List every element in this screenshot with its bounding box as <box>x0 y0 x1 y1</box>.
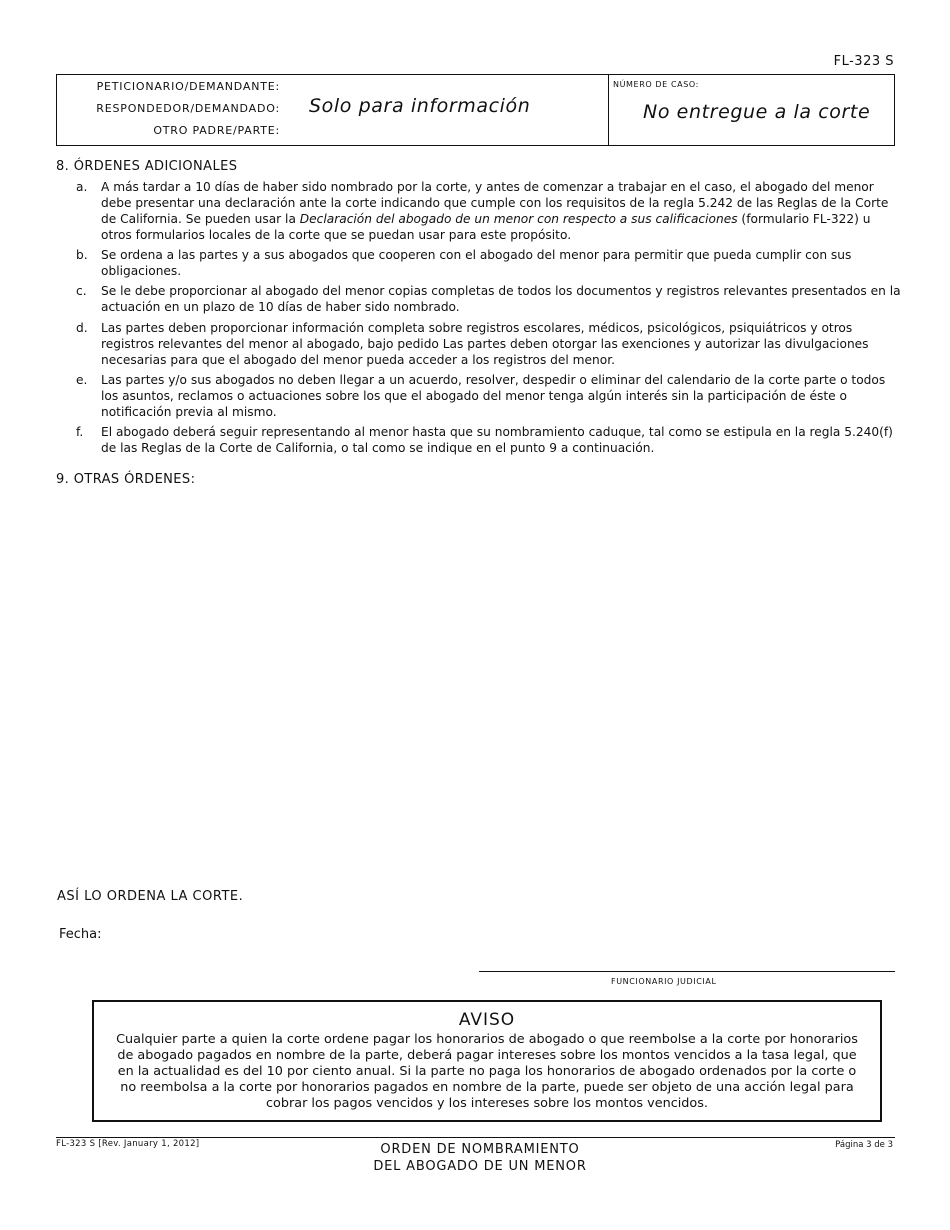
item-letter: c. <box>76 284 87 298</box>
form-title-line-1: ORDEN DE NOMBRAMIENTO <box>380 1142 580 1157</box>
case-caption-box <box>56 74 895 146</box>
case-number-label: NÚMERO DE CASO: <box>613 80 699 89</box>
form-number: FL-323 S <box>833 54 894 69</box>
notice-body: Cualquier parte a quien la corte ordene pagar los honorarios de abogado o que reembolse a la corte por honorarios de abogado pagados en nombre de la parte, deberá pagar intereses sobre los montos vencidos a la tasa legal, que en la actualidad es del 10 por ciento anual. Si la parte no paga los honorarios de abogado ordenados por la corte o no reembolsa a la corte por honorarios pagados en nombre de la parte, puede ser objeto de una acción legal para cobrar los pagos vencidos y los intereses sobre los montos vencidos. <box>116 1032 858 1111</box>
information-only-text: Solo para información <box>309 95 531 117</box>
section-8-title: 8. ÓRDENES ADICIONALES <box>56 159 238 174</box>
item-letter: d. <box>76 321 88 335</box>
item-letter: b. <box>76 248 88 262</box>
notice-title: AVISO <box>458 1010 516 1030</box>
form-reference: Declaración del abogado de un menor con respecto a sus calificaciones <box>299 212 738 226</box>
form-title <box>300 1141 660 1175</box>
judicial-officer-label: FUNCIONARIO JUDICIAL <box>611 977 717 986</box>
page-number: Página 3 de 3 <box>835 1140 893 1150</box>
item-text: El abogado deberá seguir representando al menor hasta que su nombramiento caduque, tal como se estipula en la regla 5.240(f) de las Reglas de la Corte de California, o tal como se indique en el punto 9 a continuación. <box>101 425 893 455</box>
item-text: Las partes deben proporcionar información completa sobre registros escolares, médicos, psicológicos, psiquiátricos y otros registros relevantes del menor al abogado, bajo pedido Las partes deben otorgar las exenciones y autorizar las divulgaciones necesarias para que el abogado del menor pueda acceder a los registros del menor. <box>101 321 869 367</box>
signature-line <box>479 971 895 972</box>
item-letter: e. <box>76 373 88 387</box>
item-text: Se le debe proporcionar al abogado del menor copias completas de todos los documentos y registros relevantes presentados en la actuación en un plazo de 10 días de haber sido nombrado. <box>101 284 901 314</box>
respondent-label: RESPONDEDOR/DEMANDADO: <box>96 102 280 115</box>
section-9-title: 9. OTRAS ÓRDENES: <box>56 472 196 487</box>
form-revision: FL-323 S [Rev. January 1, 2012] <box>56 1139 200 1149</box>
notice-box <box>92 1000 882 1122</box>
caption-divider <box>608 75 609 145</box>
item-text: Las partes y/o sus abogados no deben llegar a un acuerdo, resolver, despedir o eliminar del calendario de la corte parte o todos los asuntos, reclamos o actuaciones sobre los que el abogado del menor tenga algún interés sin la participación de éste o notificación previa al mismo. <box>101 373 886 419</box>
item-letter: a. <box>76 180 88 194</box>
date-label: Fecha: <box>59 927 102 942</box>
other-party-label: OTRO PADRE/PARTE: <box>153 124 280 137</box>
court-order-statement: ASÍ LO ORDENA LA CORTE. <box>57 889 244 904</box>
item-text: Se ordena a las partes y a sus abogados que cooperen con el abogado del menor para permitir que pueda cumplir con sus obligaciones. <box>101 248 852 278</box>
item-letter: f. <box>76 425 84 439</box>
item-text: A más tardar a 10 días de haber sido nombrado por la corte, y antes de comenzar a trabajar en el caso, el abogado del menor debe presentar una declaración ante la corte indicando que cumple con los requisitos de la regla 5.242 de las Reglas de la Corte de California. Se pueden usar la Declaración del abogado de un menor con respecto a sus calificaciones (formulario FL-322) u otros formularios locales de la corte que se puedan usar para este propósito. <box>101 180 889 242</box>
footer-divider <box>56 1137 895 1138</box>
case-number-value: No entregue a la corte <box>643 101 871 123</box>
form-title-line-2: DEL ABOGADO DE UN MENOR <box>373 1159 587 1174</box>
petitioner-label: PETICIONARIO/DEMANDANTE: <box>96 80 280 93</box>
